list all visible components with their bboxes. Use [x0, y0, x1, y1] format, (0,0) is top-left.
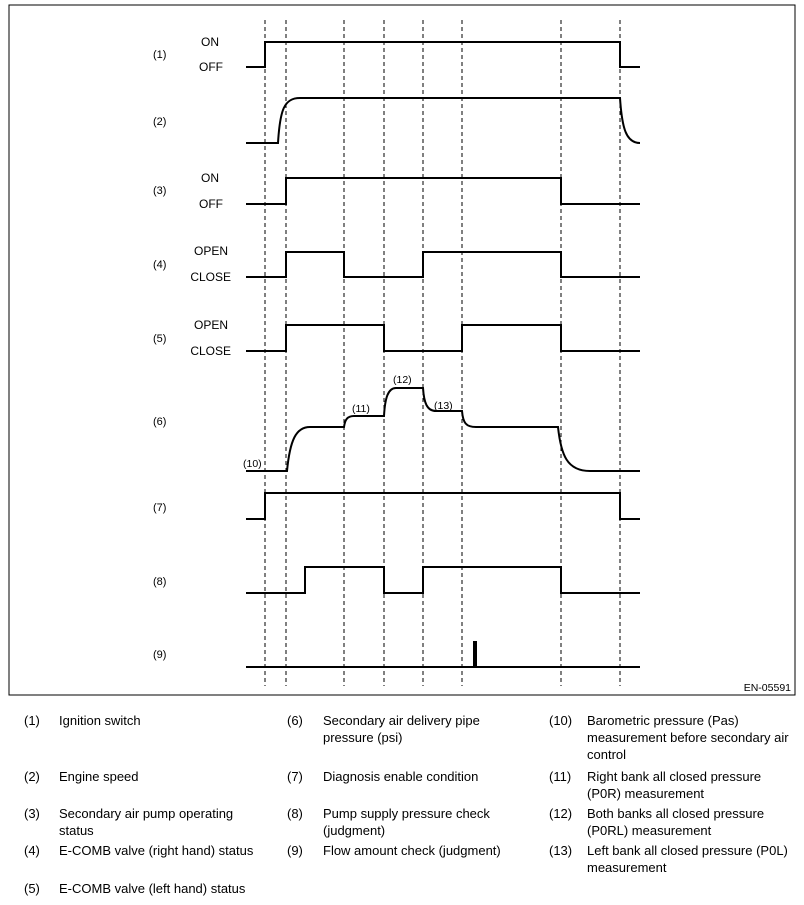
legend-number: (9) — [287, 843, 303, 858]
legend-text: Barometric pressure (Pas) measurement before secondary air control — [587, 713, 789, 762]
waveform-ecomb-right — [246, 252, 640, 277]
row-6-number: (6) — [153, 416, 167, 428]
waveform-diagnosis-enable — [246, 493, 640, 519]
legend-number: (8) — [287, 806, 303, 821]
legend-text: Both banks all closed pressure (P0RL) measurement — [587, 806, 765, 838]
legend-text: E-COMB valve (left hand) status — [59, 881, 246, 896]
legend-text: Engine speed — [59, 769, 139, 784]
row-7-number: (7) — [153, 502, 167, 514]
state-labels — [190, 35, 231, 358]
legend-number: (6) — [287, 713, 303, 728]
row-number-labels — [153, 49, 166, 661]
legend-number: (10) — [549, 713, 573, 728]
legend-number: (13) — [549, 843, 573, 858]
legend-text: Flow amount check (judgment) — [323, 843, 501, 858]
row-3-high-label: ON — [201, 171, 219, 185]
ref-12-label: (12) — [393, 374, 412, 386]
row-4-number: (4) — [153, 259, 167, 271]
waveform-air-pump — [246, 178, 640, 204]
ref-11-label: (11) — [352, 403, 370, 415]
legend-number: (5) — [24, 881, 40, 896]
legend-number: (11) — [549, 769, 572, 784]
ref-13-label: (13) — [434, 400, 453, 412]
legend — [0, 712, 804, 902]
row-5-number: (5) — [153, 333, 167, 345]
row-5-high-label: OPEN — [193, 318, 228, 332]
legend-number: (1) — [24, 713, 40, 728]
legend-text: E-COMB valve (right hand) status — [59, 843, 254, 858]
legend-text: Left bank all closed pressure (P0L) measurement — [587, 843, 788, 875]
waveform-ignition-switch — [246, 42, 640, 67]
legend-text: Secondary air delivery pipe pressure (psi) — [323, 713, 480, 745]
row-8-number: (8) — [153, 576, 167, 588]
legend-number: (2) — [24, 769, 40, 784]
legend-text: Diagnosis enable condition — [323, 769, 479, 784]
row-2-number: (2) — [153, 116, 167, 128]
waveform-ecomb-left — [246, 325, 640, 351]
row-4-high-label: OPEN — [193, 244, 228, 258]
diagram-code: EN-05591 — [743, 682, 791, 694]
legend-number: (12) — [549, 806, 573, 821]
legend-text: Secondary air pump operating status — [59, 806, 234, 838]
legend-number: (3) — [24, 806, 40, 821]
legend-text: Pump supply pressure check (judgment) — [323, 806, 490, 838]
legend-number: (4) — [24, 843, 40, 858]
row-9-number: (9) — [153, 649, 167, 661]
waveform-engine-speed — [246, 98, 640, 143]
legend-number: (7) — [287, 769, 303, 784]
legend-text: Ignition switch — [59, 713, 141, 728]
waveforms — [246, 42, 640, 667]
row-3-low-label: OFF — [199, 197, 223, 211]
row-1-number: (1) — [153, 49, 167, 61]
waveform-pump-supply-check — [246, 567, 640, 593]
ref-10-label: (10) — [243, 458, 262, 470]
row-5-low-label: CLOSE — [190, 344, 231, 358]
legend-text: Right bank all closed pressure (P0R) measurement — [587, 769, 762, 801]
row-4-low-label: CLOSE — [190, 270, 231, 284]
row-1-low-label: OFF — [199, 60, 223, 74]
row-3-number: (3) — [153, 185, 167, 197]
timing-lines — [265, 20, 620, 686]
row-1-high-label: ON — [201, 35, 219, 49]
